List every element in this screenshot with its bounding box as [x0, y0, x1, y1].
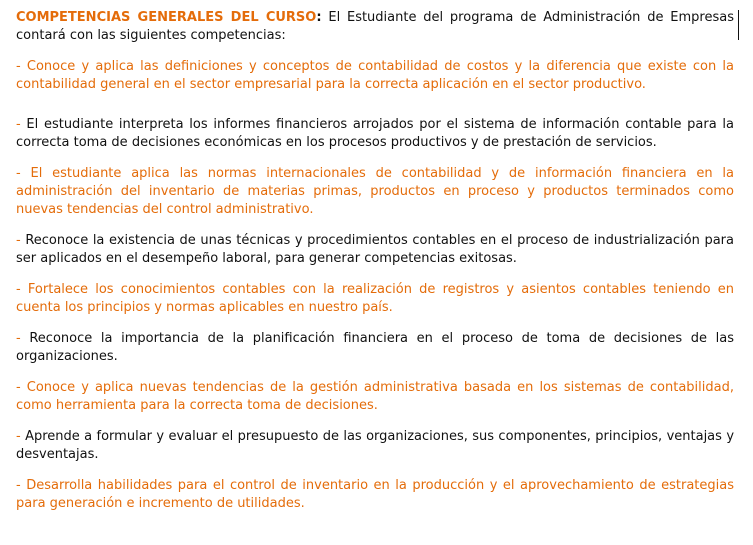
section-heading: COMPETENCIAS GENERALES DEL CURSO: [16, 10, 317, 25]
item-dash: -: [16, 59, 27, 74]
item-text: Conoce y aplica las definiciones y conceptos de contabilidad de costos y la diferencia que existe con la contabilidad general en el sector empresarial para la correcta aplicación en el sector productivo.: [16, 59, 734, 92]
competency-item-1: [16, 58, 734, 94]
item-dash: -: [16, 282, 28, 297]
item-dash: -: [16, 380, 27, 395]
item-text: Conoce y aplica nuevas tendencias de la gestión administrativa basada en los sistemas de contabilidad, como herramienta para la correcta toma de decisiones.: [16, 380, 734, 413]
competency-item-4: [16, 232, 734, 268]
item-dash: -: [16, 429, 26, 444]
document-body: [16, 9, 734, 526]
item-text: Desarrolla habilidades para el control de inventario en la producción y el aprovechamiento de estrategias para generación e incremento de utilidades.: [16, 478, 734, 511]
competency-item-7: [16, 379, 734, 415]
item-dash: -: [16, 331, 30, 346]
competency-item-5: [16, 281, 734, 317]
item-text: Reconoce la importancia de la planificación financiera en el proceso de toma de decisiones de las organizaciones.: [16, 331, 734, 364]
competency-item-6: [16, 330, 734, 366]
text-cursor: [738, 10, 739, 40]
competency-item-9: [16, 477, 734, 513]
intro-paragraph: [16, 9, 734, 45]
item-dash: -: [16, 478, 27, 493]
item-text: Aprende a formular y evaluar el presupuesto de las organizaciones, sus componentes, principios, ventajas y desventajas.: [16, 429, 735, 462]
item-dash: -: [16, 166, 31, 181]
intro-text: El Estudiante del programa de Administración de Empresas contará con las siguientes competencias:: [16, 10, 734, 43]
item-text: El estudiante interpreta los informes financieros arrojados por el sistema de información contable para la correcta toma de decisiones económicas en los procesos productivos y de prestación de servicios.: [16, 117, 734, 150]
heading-colon: :: [316, 10, 322, 25]
item-dash: -: [16, 117, 27, 132]
competency-item-2: [16, 116, 734, 152]
competency-item-3: [16, 165, 734, 219]
item-text: Reconoce la existencia de unas técnicas y procedimientos contables en el proceso de industrialización para ser aplicados en el desempeño laboral, para generar competencias exitosas.: [16, 233, 734, 266]
item-text: El estudiante aplica las normas internacionales de contabilidad y de información financiera en la administración del inventario de materias primas, productos en proceso y productos terminados como nuevas tendencias del control administrativo.: [16, 166, 734, 217]
item-text: Fortalece los conocimientos contables con la realización de registros y asientos contables teniendo en cuenta los principios y normas aplicables en nuestro país.: [16, 282, 735, 315]
competency-item-8: [16, 428, 734, 464]
item-dash: -: [16, 233, 26, 248]
